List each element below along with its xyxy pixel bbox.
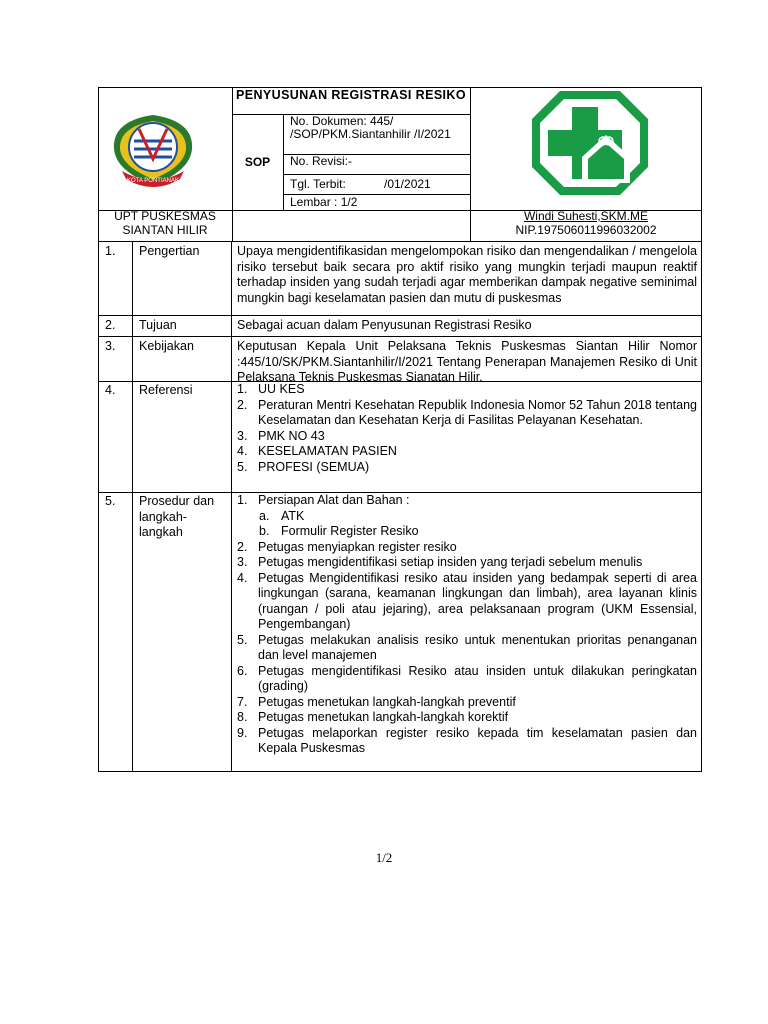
signature-block xyxy=(470,209,702,237)
list-item: 1. UU KES xyxy=(237,382,305,396)
list-item: 4. Petugas Mengidentifikasi resiko atau insiden yang bedampak seperti di area lingkungan (sarana, keamanan lingkungan dan limbah), area layanan klinis (ruangan / poli atau jejaring), area pelaksanaan program (UKM Essensial, Pengembangan) xyxy=(237,570,697,631)
list-item: 5. PROFESI (SEMUA) xyxy=(237,459,370,474)
list-item: 7. Petugas menetukan langkah-langkah preventif xyxy=(237,694,516,709)
list-subitem: a. ATK xyxy=(259,508,305,523)
emblem-text: KOTA PONTIANAK xyxy=(127,178,179,184)
purpose-text: Sebagai acuan dalam Penyusunan Registrasi Resiko xyxy=(237,318,532,332)
puskesmas-logo xyxy=(530,87,650,199)
list-item: 3. PMK NO 43 xyxy=(237,428,325,443)
issue-date-value: /01/2021 xyxy=(384,177,431,191)
list-item: 6. Petugas mengidentifikasi Resiko atau insiden untuk dilakukan peringkatan (grading) xyxy=(237,663,697,693)
row-label-tujuan: Tujuan xyxy=(139,318,177,332)
revision-number: No. Revisi:- xyxy=(290,154,353,168)
list-item: 3. Petugas mengidentifikasi setiap insiden yang terjadi sebelum menulis xyxy=(237,555,643,569)
row-number: 5. xyxy=(105,494,116,508)
city-emblem-logo xyxy=(104,109,202,191)
signer-name: Windi Suhesti,SKM.ME xyxy=(523,209,649,223)
list-item: 5. Petugas melakukan analisis resiko untuk menentukan prioritas penanganan dan level manajemen xyxy=(237,632,697,662)
list-item: 4. KESELAMATAN PASIEN xyxy=(237,444,397,458)
row-number: 3. xyxy=(105,339,116,353)
row-number: 1. xyxy=(105,244,116,258)
signer-nip: NIP.197506011996032002 xyxy=(515,223,657,237)
list-item: 2. Peraturan Mentri Kesehatan Republik Indonesia Nomor 52 Tahun 2018 tentang Keselamatan dan Kesehatan Kerja di Fasilitas Pelayanan Kesehatan. xyxy=(237,397,697,427)
procedure-list xyxy=(237,493,697,757)
list-item: 8. Petugas menetukan langkah-langkah korektif xyxy=(237,710,509,724)
definition-text: Upaya mengidentifikasidan mengelompokan risiko dan mengendalikan / mengelola risiko tersebut baik secara pro aktif risiko yang mungkin terjadi maupun reaktif terhadap insiden yang sudah terjadi agar memberikan dampak negative seminimal mungkin bagi keselamatan pasien dan mutu di puskesmas xyxy=(237,244,697,305)
list-item: 9. Petugas melaporkan register resiko kepada tim keselamatan pasien dan Kepala Puskesmas xyxy=(237,725,697,755)
row-number: 4. xyxy=(105,383,116,397)
sop-header xyxy=(98,87,702,242)
reference-list xyxy=(237,382,697,475)
sop-label: SOP xyxy=(244,155,271,169)
document-title: PENYUSUNAN REGISTRASI RESIKO xyxy=(236,88,466,102)
row-number: 2. xyxy=(105,318,116,332)
row-label-referensi: Referensi xyxy=(139,383,193,397)
row-label-pengertian: Pengertian xyxy=(139,244,200,258)
sop-content-table xyxy=(98,242,702,772)
document-number: No. Dokumen: 445/ /SOP/PKM.Siantanhilir /I/2021 xyxy=(290,114,451,141)
page-number: 1/2 xyxy=(375,850,393,865)
issue-date-label: Tgl. Terbit: xyxy=(290,177,346,191)
policy-text: Keputusan Kepala Unit Pelaksana Teknis Puskesmas Siantan Hilir Nomor :445/10/SK/PKM.Siantanhilir/I/2021 Tentang Penerapan Manajemen Resiko di Unit Pelaksana Teknis Puskesmas Sianatan Hilir. xyxy=(237,339,697,384)
list-item: 1. Persiapan Alat dan Bahan : xyxy=(237,493,410,507)
row-label-kebijakan: Kebijakan xyxy=(139,339,194,353)
list-item: 2. Petugas menyiapkan register resiko xyxy=(237,539,457,554)
list-subitem: b. Formulir Register Resiko xyxy=(259,524,419,538)
row-label-prosedur: Prosedur dan langkah-langkah xyxy=(139,494,215,539)
organization-name: UPT PUSKESMAS SIANTAN HILIR xyxy=(114,209,216,237)
sheet-number: Lembar : 1/2 xyxy=(290,195,358,209)
